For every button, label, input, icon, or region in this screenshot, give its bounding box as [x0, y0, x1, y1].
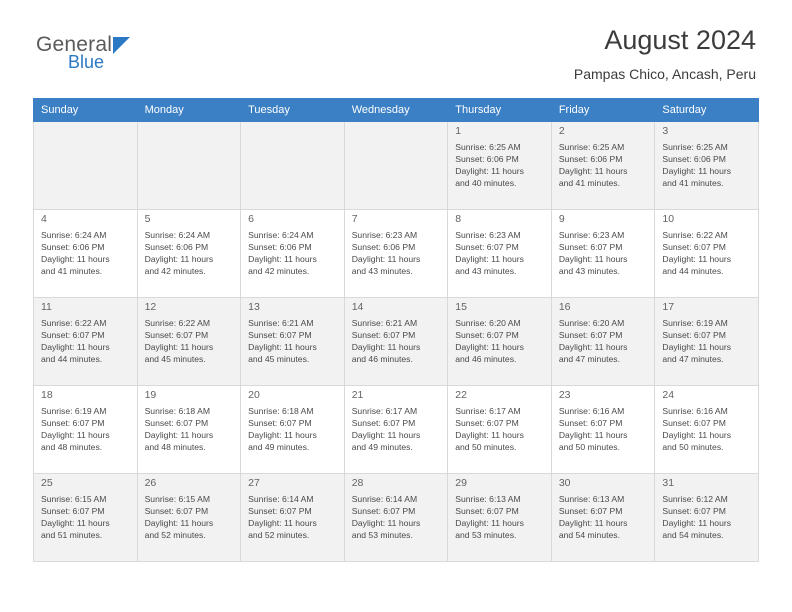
- day-info-line: Sunset: 6:06 PM: [351, 241, 416, 252]
- day-info-line: and 50 minutes.: [662, 442, 724, 453]
- day-number: 21: [351, 389, 364, 402]
- day-info-line: Daylight: 11 hours: [248, 254, 317, 265]
- day-info-line: Sunset: 6:06 PM: [41, 241, 105, 252]
- day-info-line: and 45 minutes.: [144, 354, 206, 365]
- calendar-body: [34, 122, 759, 562]
- day-info-line: Sunset: 6:07 PM: [662, 505, 726, 516]
- day-info-line: Sunrise: 6:17 AM: [351, 405, 418, 416]
- day-info-line: and 43 minutes.: [558, 266, 620, 277]
- day-info-line: Daylight: 11 hours: [662, 166, 732, 177]
- day-info-line: Daylight: 11 hours: [41, 518, 110, 529]
- day-info-line: Daylight: 11 hours: [144, 518, 214, 529]
- day-info-line: Sunrise: 6:15 AM: [144, 493, 211, 504]
- day-sun-info: [662, 493, 753, 542]
- day-info-line: Sunrise: 6:19 AM: [662, 317, 728, 328]
- day-info-line: and 50 minutes.: [558, 442, 620, 453]
- day-info-line: Sunset: 6:06 PM: [455, 153, 519, 164]
- calendar-day-cell[interactable]: [241, 210, 345, 298]
- day-info-line: and 43 minutes.: [455, 266, 517, 277]
- calendar-day-cell[interactable]: [551, 122, 655, 210]
- triangle-logo-icon: [113, 37, 130, 54]
- day-number: 8: [455, 213, 462, 226]
- day-number: 7: [351, 213, 358, 226]
- day-info-line: Sunrise: 6:13 AM: [455, 493, 521, 504]
- day-info-line: Sunset: 6:07 PM: [41, 329, 105, 340]
- calendar-day-cell[interactable]: [344, 298, 448, 386]
- day-info-line: Daylight: 11 hours: [351, 342, 421, 353]
- day-number: 25: [41, 477, 53, 490]
- calendar-day-cell[interactable]: [34, 474, 138, 562]
- calendar-empty-cell: [137, 122, 241, 210]
- day-sun-info: [145, 493, 236, 542]
- day-sun-info: [559, 405, 650, 454]
- day-info-line: Daylight: 11 hours: [248, 518, 317, 529]
- day-sun-info: [41, 229, 132, 278]
- day-info-line: Sunset: 6:07 PM: [662, 329, 726, 340]
- day-number: 3: [662, 125, 669, 138]
- calendar-day-cell[interactable]: [241, 386, 345, 474]
- day-number: 23: [558, 389, 571, 402]
- weekday-header-sunday: Sunday: [34, 99, 138, 122]
- day-info-line: and 52 minutes.: [248, 530, 310, 541]
- day-info-line: Sunrise: 6:24 AM: [248, 229, 314, 240]
- day-info-line: Sunset: 6:07 PM: [248, 417, 312, 428]
- day-info-line: Sunrise: 6:18 AM: [144, 405, 211, 416]
- day-info-line: Daylight: 11 hours: [662, 430, 732, 441]
- day-number: 24: [662, 389, 675, 402]
- day-sun-info: [248, 405, 339, 454]
- title-block: [574, 26, 756, 82]
- general-blue-logo: [36, 26, 130, 71]
- calendar-day-cell[interactable]: [655, 210, 759, 298]
- day-info-line: and 41 minutes.: [662, 178, 724, 189]
- day-number: 6: [248, 213, 254, 226]
- calendar-day-cell[interactable]: [655, 298, 759, 386]
- day-sun-info: [455, 317, 546, 366]
- page-subtitle: Pampas Chico, Ancash, Peru: [573, 65, 756, 82]
- day-info-line: Daylight: 11 hours: [558, 430, 628, 441]
- weekday-header-monday: Monday: [137, 99, 241, 122]
- day-info-line: Sunset: 6:07 PM: [558, 329, 623, 340]
- day-info-line: Sunrise: 6:25 AM: [455, 141, 521, 152]
- day-info-line: Sunrise: 6:22 AM: [41, 317, 107, 328]
- day-info-line: Sunrise: 6:20 AM: [455, 317, 521, 328]
- day-info-line: Sunrise: 6:19 AM: [41, 405, 107, 416]
- weekday-header-row: [34, 99, 759, 122]
- calendar-day-cell[interactable]: [448, 122, 552, 210]
- day-info-line: Daylight: 11 hours: [248, 430, 317, 441]
- day-info-line: Sunset: 6:07 PM: [455, 329, 519, 340]
- logo-blue-text: Blue: [68, 52, 105, 72]
- day-number: 12: [144, 301, 157, 314]
- logo-general-text: General: [36, 33, 113, 56]
- day-info-line: Sunrise: 6:23 AM: [351, 229, 418, 240]
- day-info-line: Daylight: 11 hours: [455, 518, 524, 529]
- day-info-line: Sunset: 6:07 PM: [455, 241, 519, 252]
- day-info-line: Daylight: 11 hours: [41, 342, 110, 353]
- calendar-day-cell[interactable]: [34, 386, 138, 474]
- day-info-line: and 43 minutes.: [351, 266, 413, 277]
- day-info-line: and 48 minutes.: [144, 442, 206, 453]
- day-number: 11: [41, 301, 52, 314]
- calendar-day-cell[interactable]: [551, 298, 655, 386]
- calendar-day-cell[interactable]: [137, 298, 241, 386]
- calendar-empty-cell: [241, 122, 345, 210]
- day-info-line: Sunset: 6:07 PM: [144, 417, 209, 428]
- day-info-line: and 45 minutes.: [248, 354, 310, 365]
- day-info-line: and 40 minutes.: [455, 178, 517, 189]
- day-info-line: and 41 minutes.: [41, 266, 103, 277]
- calendar-week-row: [34, 210, 759, 298]
- day-sun-info: [41, 493, 132, 542]
- calendar-day-cell[interactable]: [655, 122, 759, 210]
- day-info-line: Daylight: 11 hours: [455, 166, 524, 177]
- day-number: 27: [248, 477, 260, 490]
- day-info-line: Sunrise: 6:15 AM: [41, 493, 107, 504]
- day-number: 19: [144, 389, 157, 402]
- day-info-line: Sunrise: 6:16 AM: [662, 405, 728, 416]
- day-info-line: Sunrise: 6:25 AM: [558, 141, 625, 152]
- day-sun-info: [41, 405, 132, 454]
- day-info-line: Sunrise: 6:14 AM: [351, 493, 418, 504]
- calendar-day-cell[interactable]: [34, 210, 138, 298]
- day-info-line: Sunrise: 6:20 AM: [558, 317, 625, 328]
- day-info-line: Sunset: 6:07 PM: [144, 505, 209, 516]
- day-sun-info: [248, 317, 339, 366]
- day-info-line: Sunset: 6:07 PM: [351, 329, 416, 340]
- day-sun-info: [352, 317, 443, 366]
- day-number: 5: [144, 213, 151, 226]
- day-info-line: Sunset: 6:07 PM: [144, 329, 209, 340]
- day-info-line: Daylight: 11 hours: [558, 254, 628, 265]
- day-number: 26: [144, 477, 157, 490]
- page-title: August 2024: [604, 25, 756, 55]
- day-info-line: Daylight: 11 hours: [662, 518, 732, 529]
- day-info-line: Sunrise: 6:24 AM: [144, 229, 211, 240]
- day-info-line: Daylight: 11 hours: [455, 430, 524, 441]
- day-info-line: Sunrise: 6:14 AM: [248, 493, 314, 504]
- calendar-empty-cell: [344, 122, 448, 210]
- calendar-day-cell[interactable]: [137, 210, 241, 298]
- day-sun-info: [455, 141, 546, 190]
- calendar-day-cell[interactable]: [137, 386, 241, 474]
- calendar-week-row: [34, 122, 759, 210]
- day-number: 28: [351, 477, 364, 490]
- day-sun-info: [41, 317, 132, 366]
- day-info-line: and 48 minutes.: [41, 442, 103, 453]
- day-info-line: and 52 minutes.: [144, 530, 206, 541]
- day-sun-info: [662, 317, 753, 366]
- day-sun-info: [248, 493, 339, 542]
- day-info-line: and 54 minutes.: [662, 530, 724, 541]
- day-number: 10: [662, 213, 675, 226]
- day-info-line: Daylight: 11 hours: [248, 342, 317, 353]
- day-info-line: Sunset: 6:06 PM: [144, 241, 209, 252]
- calendar-week-row: [34, 474, 759, 562]
- day-info-line: Sunset: 6:07 PM: [351, 417, 416, 428]
- calendar-day-cell[interactable]: [448, 210, 552, 298]
- day-info-line: Sunrise: 6:23 AM: [455, 229, 521, 240]
- calendar-day-cell[interactable]: [241, 298, 345, 386]
- day-info-line: and 53 minutes.: [351, 530, 413, 541]
- day-info-line: and 41 minutes.: [558, 178, 620, 189]
- calendar-day-cell[interactable]: [344, 386, 448, 474]
- day-info-line: Sunset: 6:07 PM: [558, 505, 623, 516]
- day-sun-info: [559, 493, 650, 542]
- day-info-line: Sunset: 6:06 PM: [662, 153, 726, 164]
- day-info-line: Sunset: 6:07 PM: [558, 417, 623, 428]
- day-info-line: Sunrise: 6:21 AM: [248, 317, 314, 328]
- day-info-line: Sunrise: 6:21 AM: [351, 317, 418, 328]
- day-info-line: and 49 minutes.: [351, 442, 413, 453]
- day-sun-info: [455, 493, 546, 542]
- day-sun-info: [145, 229, 236, 278]
- day-info-line: Sunset: 6:06 PM: [248, 241, 312, 252]
- day-info-line: Sunset: 6:07 PM: [248, 329, 312, 340]
- calendar-day-cell[interactable]: [551, 474, 655, 562]
- day-number: 16: [558, 301, 571, 314]
- day-info-line: and 54 minutes.: [558, 530, 620, 541]
- day-number: 14: [351, 301, 364, 314]
- day-info-line: Sunset: 6:07 PM: [455, 417, 519, 428]
- day-number: 9: [558, 213, 565, 226]
- day-info-line: Daylight: 11 hours: [455, 254, 524, 265]
- day-number: 13: [248, 301, 260, 314]
- day-info-line: Daylight: 11 hours: [351, 254, 421, 265]
- day-info-line: Sunset: 6:07 PM: [41, 505, 105, 516]
- day-info-line: Sunset: 6:07 PM: [41, 417, 105, 428]
- calendar-day-cell[interactable]: [551, 210, 655, 298]
- day-info-line: Sunset: 6:07 PM: [558, 241, 623, 252]
- calendar-day-cell[interactable]: [448, 386, 552, 474]
- day-info-line: Sunset: 6:07 PM: [351, 505, 416, 516]
- day-sun-info: [145, 317, 236, 366]
- day-info-line: and 50 minutes.: [455, 442, 517, 453]
- day-info-line: Sunset: 6:06 PM: [558, 153, 623, 164]
- day-sun-info: [352, 493, 443, 542]
- day-info-line: Daylight: 11 hours: [351, 430, 421, 441]
- day-number: 17: [662, 301, 675, 314]
- calendar-day-cell[interactable]: [655, 474, 759, 562]
- day-info-line: and 42 minutes.: [144, 266, 206, 277]
- day-info-line: and 46 minutes.: [351, 354, 413, 365]
- day-info-line: Sunrise: 6:22 AM: [662, 229, 728, 240]
- day-sun-info: [145, 405, 236, 454]
- day-info-line: and 53 minutes.: [455, 530, 517, 541]
- day-info-line: Sunrise: 6:12 AM: [662, 493, 728, 504]
- page-header: [0, 0, 792, 82]
- day-info-line: Sunrise: 6:17 AM: [455, 405, 521, 416]
- day-number: 1: [455, 125, 462, 138]
- day-sun-info: [559, 317, 650, 366]
- calendar-day-cell[interactable]: [448, 474, 552, 562]
- day-sun-info: [455, 229, 546, 278]
- weekday-header-thursday: Thursday: [448, 99, 552, 122]
- day-sun-info: [662, 229, 753, 278]
- day-info-line: Sunrise: 6:13 AM: [558, 493, 625, 504]
- day-info-line: and 51 minutes.: [41, 530, 103, 541]
- day-sun-info: [662, 141, 753, 190]
- day-number: 2: [558, 125, 565, 138]
- day-sun-info: [455, 405, 546, 454]
- day-info-line: and 42 minutes.: [248, 266, 310, 277]
- weekday-header-tuesday: Tuesday: [241, 99, 345, 122]
- day-info-line: and 44 minutes.: [41, 354, 103, 365]
- day-info-line: Sunset: 6:07 PM: [662, 241, 726, 252]
- calendar-day-cell[interactable]: [344, 210, 448, 298]
- day-info-line: Sunrise: 6:24 AM: [41, 229, 107, 240]
- day-info-line: Sunrise: 6:23 AM: [558, 229, 625, 240]
- day-info-line: Sunrise: 6:16 AM: [558, 405, 625, 416]
- day-number: 30: [558, 477, 571, 490]
- day-info-line: Sunrise: 6:18 AM: [248, 405, 314, 416]
- calendar-day-cell[interactable]: [448, 298, 552, 386]
- day-info-line: Sunset: 6:07 PM: [455, 505, 519, 516]
- weekday-header-wednesday: Wednesday: [344, 99, 448, 122]
- day-number: 29: [455, 477, 467, 490]
- calendar-day-cell[interactable]: [551, 386, 655, 474]
- day-info-line: and 44 minutes.: [662, 266, 724, 277]
- sunrise-sunset-calendar: [33, 98, 759, 562]
- day-number: 20: [248, 389, 260, 402]
- day-info-line: and 46 minutes.: [455, 354, 517, 365]
- day-info-line: Daylight: 11 hours: [558, 342, 628, 353]
- day-info-line: Daylight: 11 hours: [41, 254, 110, 265]
- day-number: 22: [455, 389, 467, 402]
- day-info-line: Daylight: 11 hours: [144, 342, 214, 353]
- calendar-day-cell[interactable]: [655, 386, 759, 474]
- day-info-line: Daylight: 11 hours: [662, 254, 732, 265]
- day-sun-info: [662, 405, 753, 454]
- day-sun-info: [352, 405, 443, 454]
- calendar-day-cell[interactable]: [34, 298, 138, 386]
- calendar-week-row: [34, 298, 759, 386]
- day-info-line: Daylight: 11 hours: [351, 518, 421, 529]
- day-info-line: Daylight: 11 hours: [558, 518, 628, 529]
- day-info-line: Sunset: 6:07 PM: [662, 417, 726, 428]
- day-info-line: Sunrise: 6:25 AM: [662, 141, 728, 152]
- day-info-line: Daylight: 11 hours: [455, 342, 524, 353]
- day-info-line: Sunrise: 6:22 AM: [144, 317, 211, 328]
- day-number: 4: [41, 213, 47, 226]
- calendar-week-row: [34, 386, 759, 474]
- day-sun-info: [248, 229, 339, 278]
- day-info-line: and 49 minutes.: [248, 442, 310, 453]
- day-sun-info: [559, 229, 650, 278]
- day-info-line: Daylight: 11 hours: [558, 166, 628, 177]
- day-info-line: Sunset: 6:07 PM: [248, 505, 312, 516]
- day-sun-info: [559, 141, 650, 190]
- calendar-day-cell[interactable]: [137, 474, 241, 562]
- calendar-day-cell[interactable]: [241, 474, 345, 562]
- day-number: 15: [455, 301, 467, 314]
- weekday-header-saturday: Saturday: [655, 99, 759, 122]
- day-info-line: Daylight: 11 hours: [41, 430, 110, 441]
- day-number: 18: [41, 389, 53, 402]
- day-info-line: Daylight: 11 hours: [144, 430, 214, 441]
- day-info-line: Daylight: 11 hours: [662, 342, 732, 353]
- day-info-line: and 47 minutes.: [662, 354, 724, 365]
- day-info-line: Daylight: 11 hours: [144, 254, 214, 265]
- calendar-day-cell[interactable]: [344, 474, 448, 562]
- day-sun-info: [352, 229, 443, 278]
- day-info-line: and 47 minutes.: [558, 354, 620, 365]
- day-number: 31: [662, 477, 675, 490]
- calendar-empty-cell: [34, 122, 138, 210]
- weekday-header-friday: Friday: [551, 99, 655, 122]
